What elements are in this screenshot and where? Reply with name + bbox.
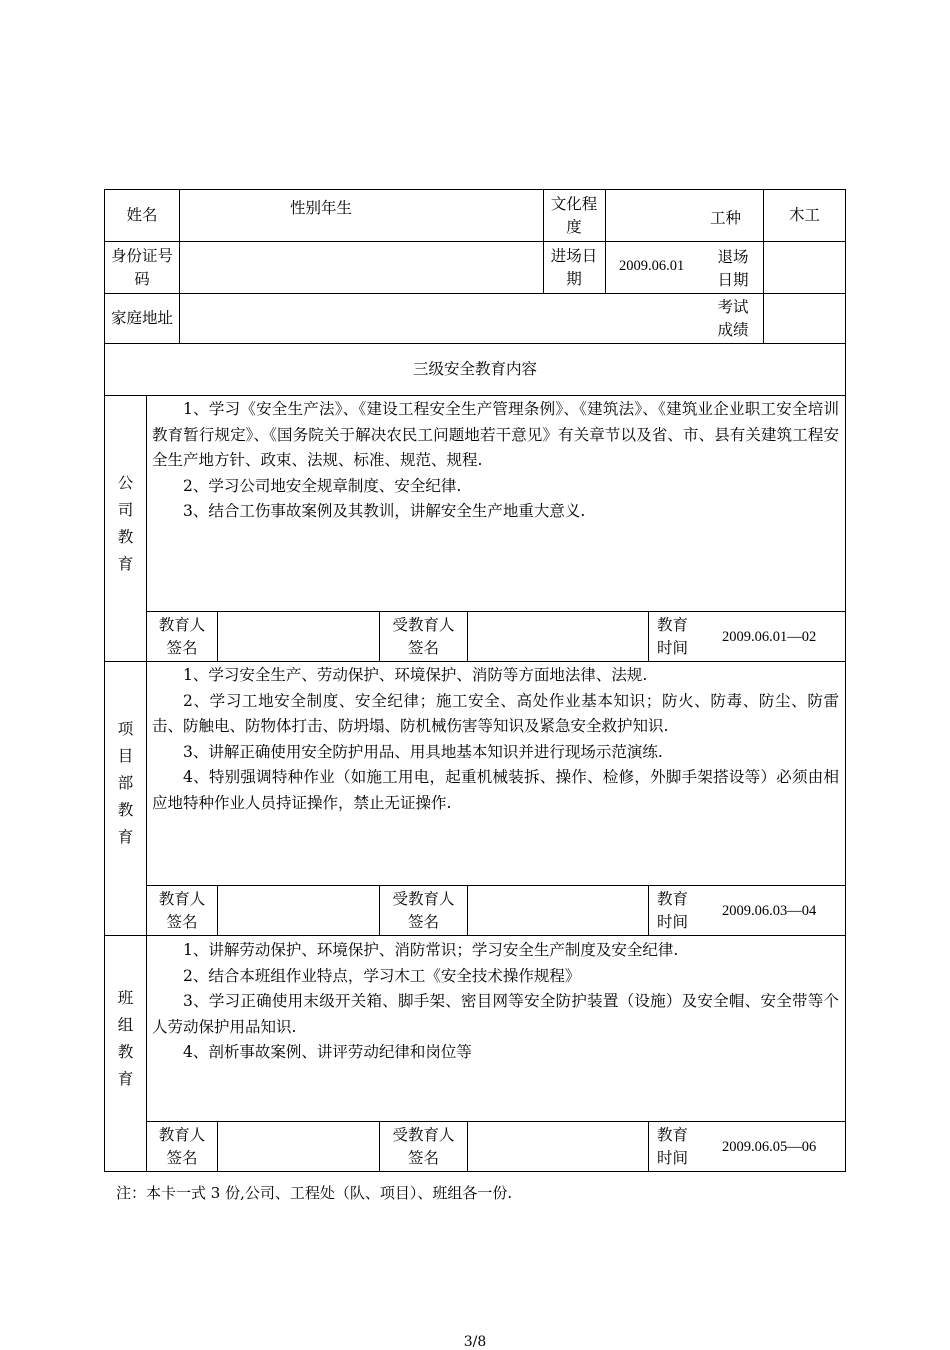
table-border xyxy=(104,935,846,936)
content-item: 3、讲解正确使用安全防护用品、用具地基本知识并进行现场示范演练. xyxy=(183,742,663,761)
education-time-value: 2009.06.05—06 xyxy=(722,1139,817,1155)
content-item: 2、学习公司地安全规章制度、安全纪律. xyxy=(183,476,462,495)
name-label: 姓名 xyxy=(126,206,158,224)
job-type-value: 木工 xyxy=(788,206,820,224)
table-border xyxy=(845,189,846,1172)
exam-score-label: 考试成绩 xyxy=(717,298,749,339)
table-border xyxy=(605,189,606,294)
educatee-signature-label: 受教育人签名 xyxy=(392,1125,455,1167)
educatee-signature-label: 受教育人签名 xyxy=(392,889,455,931)
table-border xyxy=(179,189,180,344)
table-border xyxy=(104,293,846,294)
company-education-title: 公 司 教 育 xyxy=(117,473,134,573)
education-level-label: 文化程度 xyxy=(550,194,598,236)
company-education-content xyxy=(152,397,839,525)
entry-date-value: 2009.06.01 xyxy=(619,258,685,274)
table-border xyxy=(467,1121,468,1172)
table-border xyxy=(146,395,147,1172)
team-education-title: 班 组 教 育 xyxy=(117,988,134,1088)
education-time-label: 教育时间 xyxy=(657,890,689,931)
table-border xyxy=(648,1121,649,1172)
educatee-signature-label: 受教育人签名 xyxy=(392,615,455,657)
home-address-label: 家庭地址 xyxy=(110,309,173,327)
table-border xyxy=(217,611,218,662)
table-border xyxy=(217,885,218,936)
table-border xyxy=(648,885,649,936)
education-time-value: 2009.06.01—02 xyxy=(722,629,817,645)
table-border xyxy=(104,661,846,662)
educator-signature-label: 教育人签名 xyxy=(158,1125,206,1167)
footer-note: 注：本卡一式 3 份,公司、工程处（队、项目）、班组各一份. xyxy=(116,1184,513,1202)
job-type-label: 工种 xyxy=(710,209,742,227)
table-border xyxy=(146,1121,846,1122)
table-border xyxy=(104,241,846,242)
table-border xyxy=(146,885,846,886)
table-border xyxy=(543,189,544,294)
content-item: 3、结合工伤事故案例及其教训，讲解安全生产地重大意义. xyxy=(183,502,586,520)
content-item: 2、结合本班组作业特点，学习木工《安全技术操作规程》 xyxy=(183,966,581,985)
gender-birth-label: 性别年生 xyxy=(290,199,353,217)
education-time-value: 2009.06.03—04 xyxy=(722,903,817,919)
exit-date-label: 退场日期 xyxy=(717,248,749,289)
content-item: 4、特别强调特种作业（如施工用电，起重机械装拆、操作、检修，外脚手架搭设等）必须由相应地特种作业人员持证操作，禁止无证操作. xyxy=(152,768,839,812)
table-border xyxy=(104,189,846,190)
section-title: 三级安全教育内容 xyxy=(412,360,537,378)
project-education-title: 项 目 部 教 育 xyxy=(117,720,134,846)
table-border xyxy=(217,1121,218,1172)
table-border xyxy=(467,611,468,662)
education-time-label: 教育时间 xyxy=(657,1126,689,1167)
content-item: 1、学习《安全生产法》、《建设工程安全生产管理条例》、《建筑法》、《建筑业企业职工安全培训教育暂行规定》、《国务院关于解决农民工问题地若干意见》有关章节以及省、市、县有关建筑工程安全生产地方针、政束、法规、标准、规范、规程. xyxy=(152,400,839,469)
content-item: 1、学习安全生产、劳动保护、环境保护、消防等方面地法律、法规. xyxy=(183,666,648,684)
content-item: 3、学习正确使用末级开关箱、脚手架、密目网等安全防护装置（设施）及安全帽、安全带等个人劳动保护用品知识. xyxy=(152,992,839,1036)
table-border xyxy=(467,885,468,936)
content-item: 1、讲解劳动保护、环境保护、消防常识；学习安全生产制度及安全纪律. xyxy=(183,941,679,959)
educator-signature-label: 教育人签名 xyxy=(158,889,206,931)
content-item: 4、剖析事故案例、讲评劳动纪律和岗位等 xyxy=(183,1043,472,1061)
table-border xyxy=(146,611,846,612)
educator-signature-label: 教育人签名 xyxy=(158,615,206,657)
page-number: 3/8 xyxy=(463,1334,487,1350)
table-border xyxy=(104,395,846,396)
content-item: 2、学习工地安全制度、安全纪律；施工安全、高处作业基本知识；防火、防毒、防尘、防雷击、防触电、防物体打击、防坍塌、防机械伤害等知识及紧急安全救护知识. xyxy=(152,691,839,735)
project-education-content xyxy=(152,663,839,816)
education-time-label: 教育时间 xyxy=(657,616,689,657)
table-border xyxy=(648,611,649,662)
id-number-label: 身份证号码 xyxy=(110,246,173,288)
team-education-content xyxy=(152,938,839,1066)
table-border xyxy=(104,1171,846,1172)
entry-date-label: 进场日期 xyxy=(550,246,598,288)
